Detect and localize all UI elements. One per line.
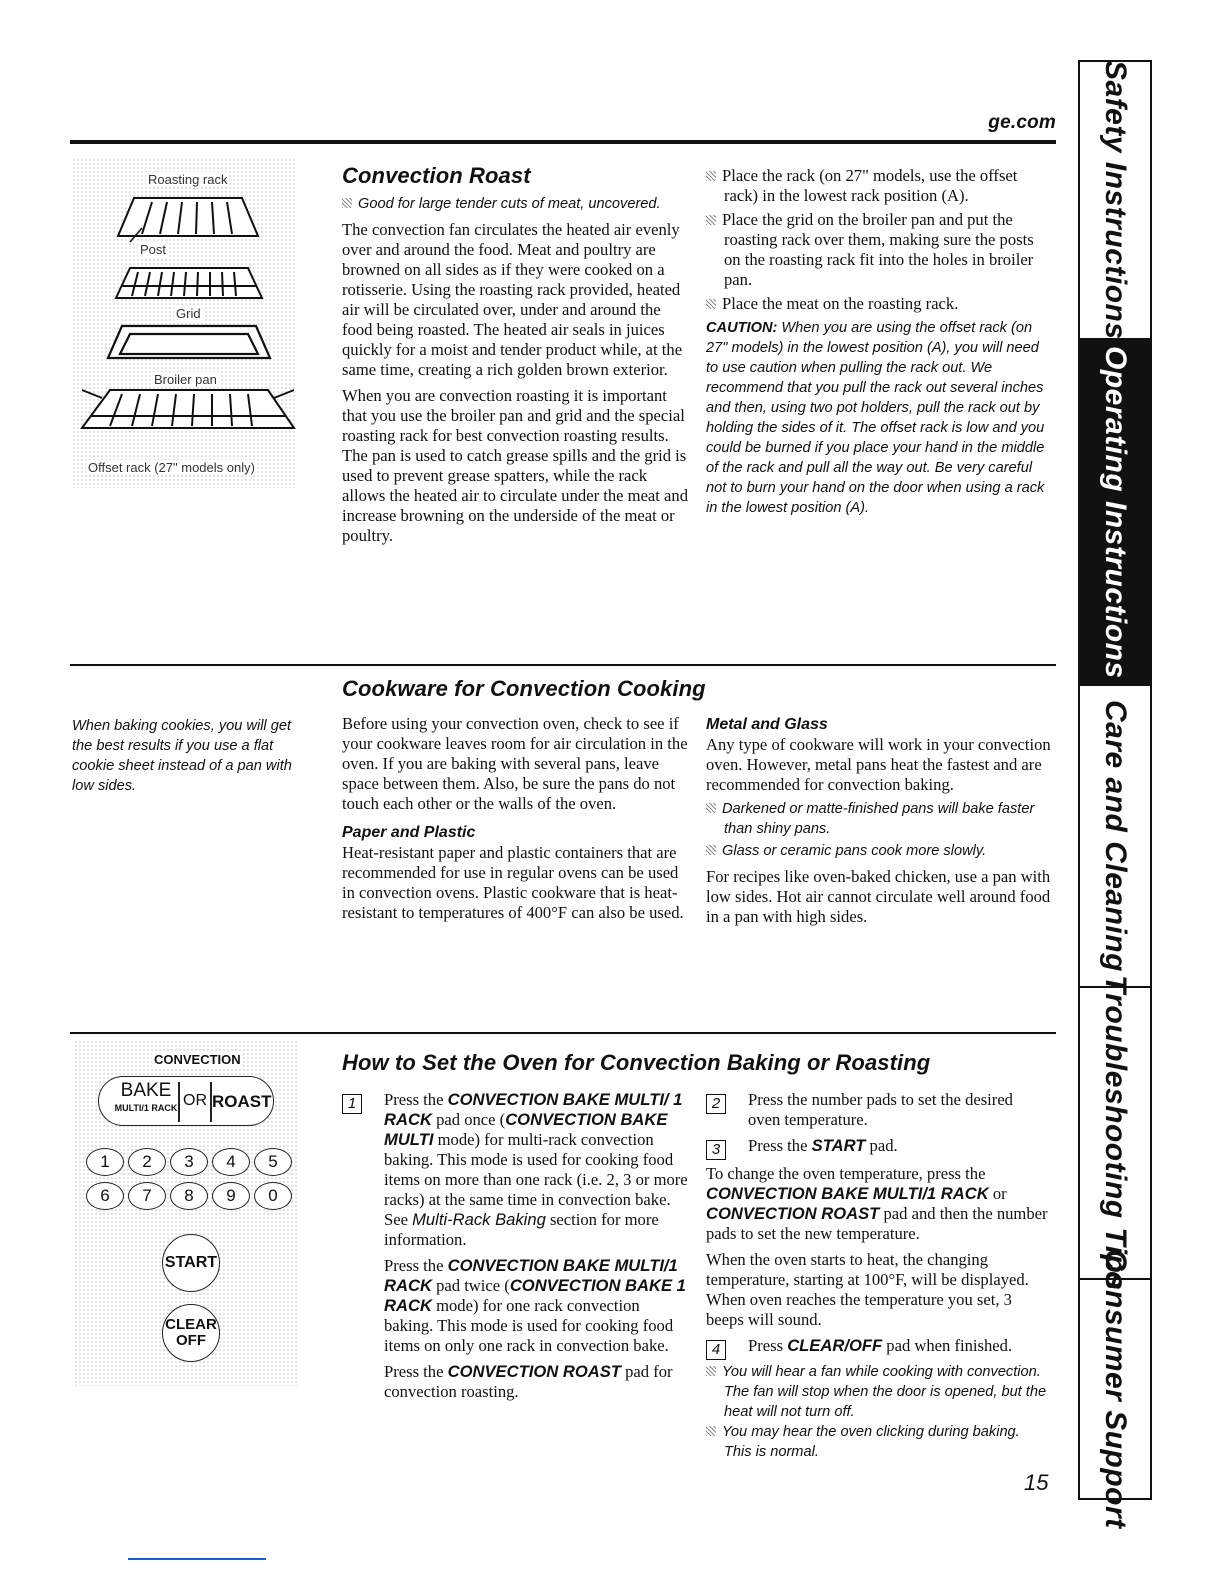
bullet-icon — [706, 803, 716, 813]
roast-steps-column — [706, 166, 1052, 518]
step-text: Place the grid on the broiler pan and put the roasting rack over them, making sure the posts on the roasting rack fit into the holes in broiler pan. — [722, 210, 1034, 289]
how-to-step-4 — [706, 1336, 1048, 1356]
tab-consumer-support[interactable] — [1080, 1249, 1150, 1529]
preheat-text: When the oven starts to heat, the changing temperature, starting at 100°F, will be displayed. When oven reaches the temperature you set, 3 beeps will sound. — [706, 1250, 1029, 1329]
roast-step-3 — [706, 294, 1052, 314]
how-to-heading: How to Set the Oven for Convection Baking or Roasting — [342, 1050, 931, 1075]
note-text: You may hear the oven clicking during baking. This is normal. — [722, 1424, 1020, 1460]
number-key-1[interactable]: 1 — [86, 1148, 124, 1176]
section-tabs — [1078, 60, 1152, 1529]
bullet-text: Darkened or matte-finished pans will bake faster than shiny pans. — [722, 801, 1035, 837]
number-key-4[interactable]: 4 — [212, 1148, 250, 1176]
bake-key-label: BAKE — [120, 1080, 172, 1101]
number-key-3[interactable]: 3 — [170, 1148, 208, 1176]
how-to-step-3 — [706, 1136, 1048, 1156]
convection-bake-key[interactable] — [114, 1080, 178, 1122]
step-number: 3 — [706, 1140, 726, 1160]
clicking-note — [706, 1422, 1024, 1462]
how-to-left-column — [342, 1090, 688, 1402]
roast-step-1 — [706, 166, 1052, 206]
step-text: Place the rack (on 27" models, use the offset rack) in the lowest rack position (A). — [722, 166, 1018, 205]
start-key[interactable]: START — [162, 1234, 220, 1292]
convection-roast-heading: Convection Roast — [342, 163, 531, 188]
how-to-right-column — [706, 1090, 1048, 1462]
step-2-text: Press the number pads to set the desired oven temperature. — [748, 1090, 1013, 1129]
bullet-icon — [706, 845, 716, 855]
bullet-icon — [342, 198, 352, 208]
offset-rack-label: Offset rack (27" models only) — [88, 460, 255, 475]
step-number: 2 — [706, 1094, 726, 1114]
bullet-icon — [706, 1366, 716, 1376]
footer-link-line — [128, 1558, 266, 1560]
number-key-8[interactable]: 8 — [170, 1182, 208, 1210]
broiler-pan-label: Broiler pan — [154, 372, 217, 387]
tab-troubleshooting-tips[interactable] — [1080, 975, 1150, 1291]
cookware-heading: Cookware for Convection Cooking — [342, 676, 706, 701]
bullet-icon — [706, 299, 716, 309]
how-to-step-1 — [342, 1090, 688, 1402]
caution-label: CAUTION: — [706, 320, 778, 336]
change-temp-text: To change the oven temperature, press the CONVECTION BAKE MULTI/1 RACK or CONVECTION ROAST pad and then the number pads to set the new temperature. — [706, 1164, 1048, 1243]
bullet-icon — [706, 1426, 716, 1436]
metal-bullet-2 — [706, 841, 1052, 861]
tab-label: Safety Instructions — [1099, 60, 1132, 340]
clear-off-key[interactable] — [162, 1304, 220, 1362]
tab-label: Operating Instructions — [1099, 345, 1132, 679]
bake-key-sublabel: MULTI/1 RACK — [114, 1103, 178, 1113]
roasting-rack-illustration — [72, 158, 296, 488]
number-key-2[interactable]: 2 — [128, 1148, 166, 1176]
tip-text: Good for large tender cuts of meat, uncovered. — [358, 196, 661, 212]
caution-note — [706, 318, 1052, 518]
step-number: 1 — [342, 1094, 362, 1114]
tab-label: Care and Cleaning — [1099, 700, 1132, 972]
or-label: OR — [183, 1092, 207, 1109]
caution-text: When you are using the offset rack (on 27" models) in the lowest position (A), you will need to use caution when pulling the rack out. We recommend that you pull the rack out several inches and then, using two pot holders, pull the rack out by holding the sides of it. The offset rack is low and you could be burned if you place your hand in the middle of the rack and pull all the way out. Be very careful not to burn your hand on the door when using a rack in the lowest position (A). — [706, 320, 1045, 516]
metal-glass-p2: For recipes like oven-baked chicken, use a pan with low sides. Hot air cannot circulate well around food in a pan with high sides. — [706, 867, 1051, 926]
bullet-text: Glass or ceramic pans cook more slowly. — [722, 843, 987, 859]
tab-label: Consumer Support — [1099, 1249, 1132, 1529]
convection-roast-column — [342, 194, 688, 546]
convection-roast-tip — [342, 194, 688, 214]
number-key-0[interactable]: 0 — [254, 1182, 292, 1210]
off-label: OFF — [176, 1332, 206, 1349]
step-4-text: Press CLEAR/OFF pad when finished. — [748, 1336, 1013, 1355]
step-number: 4 — [706, 1340, 726, 1360]
page-number: 15 — [1024, 1470, 1049, 1495]
site-url: ge.com — [988, 112, 1056, 133]
roast-step-2 — [706, 210, 1052, 290]
tab-safety-instructions[interactable] — [1080, 62, 1150, 340]
metal-glass-heading: Metal and Glass — [706, 716, 828, 733]
bullet-icon — [706, 215, 716, 225]
number-key-5[interactable]: 5 — [254, 1148, 292, 1176]
number-key-9[interactable]: 9 — [212, 1182, 250, 1210]
tab-operating-instructions[interactable] — [1080, 340, 1150, 686]
note-text: You will hear a fan while cooking with convection. The fan will stop when the door is opened, but the heat will not turn off. — [722, 1364, 1047, 1420]
step-1-roast-text: Press the CONVECTION ROAST pad for convection roasting. — [384, 1362, 673, 1401]
number-key-7[interactable]: 7 — [128, 1182, 166, 1210]
cookware-right-column — [706, 716, 1052, 927]
convection-label: CONVECTION — [154, 1052, 241, 1067]
bullet-icon — [706, 171, 716, 181]
fan-note — [706, 1362, 1054, 1422]
clear-label: CLEAR — [165, 1316, 217, 1333]
cookware-side-note — [72, 716, 298, 796]
cookware-left-column — [342, 714, 688, 923]
convection-roast-p1: The convection fan circulates the heated air evenly over and around the food. Meat and poultry are browned on all sides as if they were cooked on a rotisserie. Using the roasting rack provided, heated air will be circulated over, under and around the food being roasted. The heated air seals in juices quickly for a moist and tender product while, at the same time, creating a rich golden brown exterior. — [342, 220, 683, 379]
number-key-6[interactable]: 6 — [86, 1182, 124, 1210]
roasting-assembly-drawing — [72, 158, 296, 488]
section-divider-2 — [70, 1032, 1056, 1034]
step-3-text: Press the START pad. — [748, 1136, 898, 1155]
section-divider-1 — [70, 664, 1056, 666]
tab-care-and-cleaning[interactable] — [1080, 686, 1150, 988]
cookware-p1: Before using your convection oven, check to see if your cookware leaves room for air circulation in the oven. If you are baking with several pans, leave space between them. Also, be sure the pans do not touch each other or the walls of the oven. — [342, 714, 688, 813]
step-text: Place the meat on the roasting rack. — [722, 294, 959, 313]
convection-roast-p2: When you are convection roasting it is important that you use the broiler pan and grid and the special roasting rack for best convection roasting results. The pan is used to catch grease spills and the grid is used to prevent grease spatters, while the rack allows the heated air to circulate under the meat and increase browning on the underside of the meat or poultry. — [342, 386, 689, 545]
metal-bullet-1 — [706, 799, 1052, 839]
grid-label: Grid — [176, 306, 201, 321]
control-panel-illustration — [74, 1040, 298, 1386]
paper-plastic-heading: Paper and Plastic — [342, 824, 476, 841]
paper-plastic-text: Heat-resistant paper and plastic containers that are recommended for use in regular ovens can be used in convection ovens. Plastic cookware that is heat-resistant to temperatures of 400°F can also be used. — [342, 843, 684, 922]
post-label: Post — [140, 242, 167, 257]
header-rule — [70, 140, 1056, 144]
roasting-rack-label: Roasting rack — [148, 172, 228, 187]
convection-roast-key[interactable]: ROAST — [212, 1092, 272, 1111]
how-to-step-2 — [706, 1090, 1048, 1130]
metal-glass-text: Any type of cookware will work in your convection oven. However, metal pans heat the fastest and are recommended for convection baking. — [706, 735, 1051, 794]
step-1-text: Press the CONVECTION BAKE MULTI/ 1 RACK pad once (CONVECTION BAKE MULTI mode) for multi-rack convection baking. This mode is used for cooking food items on more than one rack (i.e. 2, 3 or more racks) at the same time in convection bake. See Multi-Rack Baking section for more information. — [384, 1090, 688, 1249]
side-note-text: When baking cookies, you will get the best results if you use a flat cookie sheet instead of a pan with low sides. — [72, 718, 292, 794]
tab-label: Troubleshooting Tips — [1099, 975, 1132, 1291]
step-1-twice-text: Press the CONVECTION BAKE MULTI/1 RACK pad twice (CONVECTION BAKE 1 RACK mode) for one rack convection baking. This mode is used for cooking food items on only one rack in convection bake. — [384, 1256, 686, 1355]
